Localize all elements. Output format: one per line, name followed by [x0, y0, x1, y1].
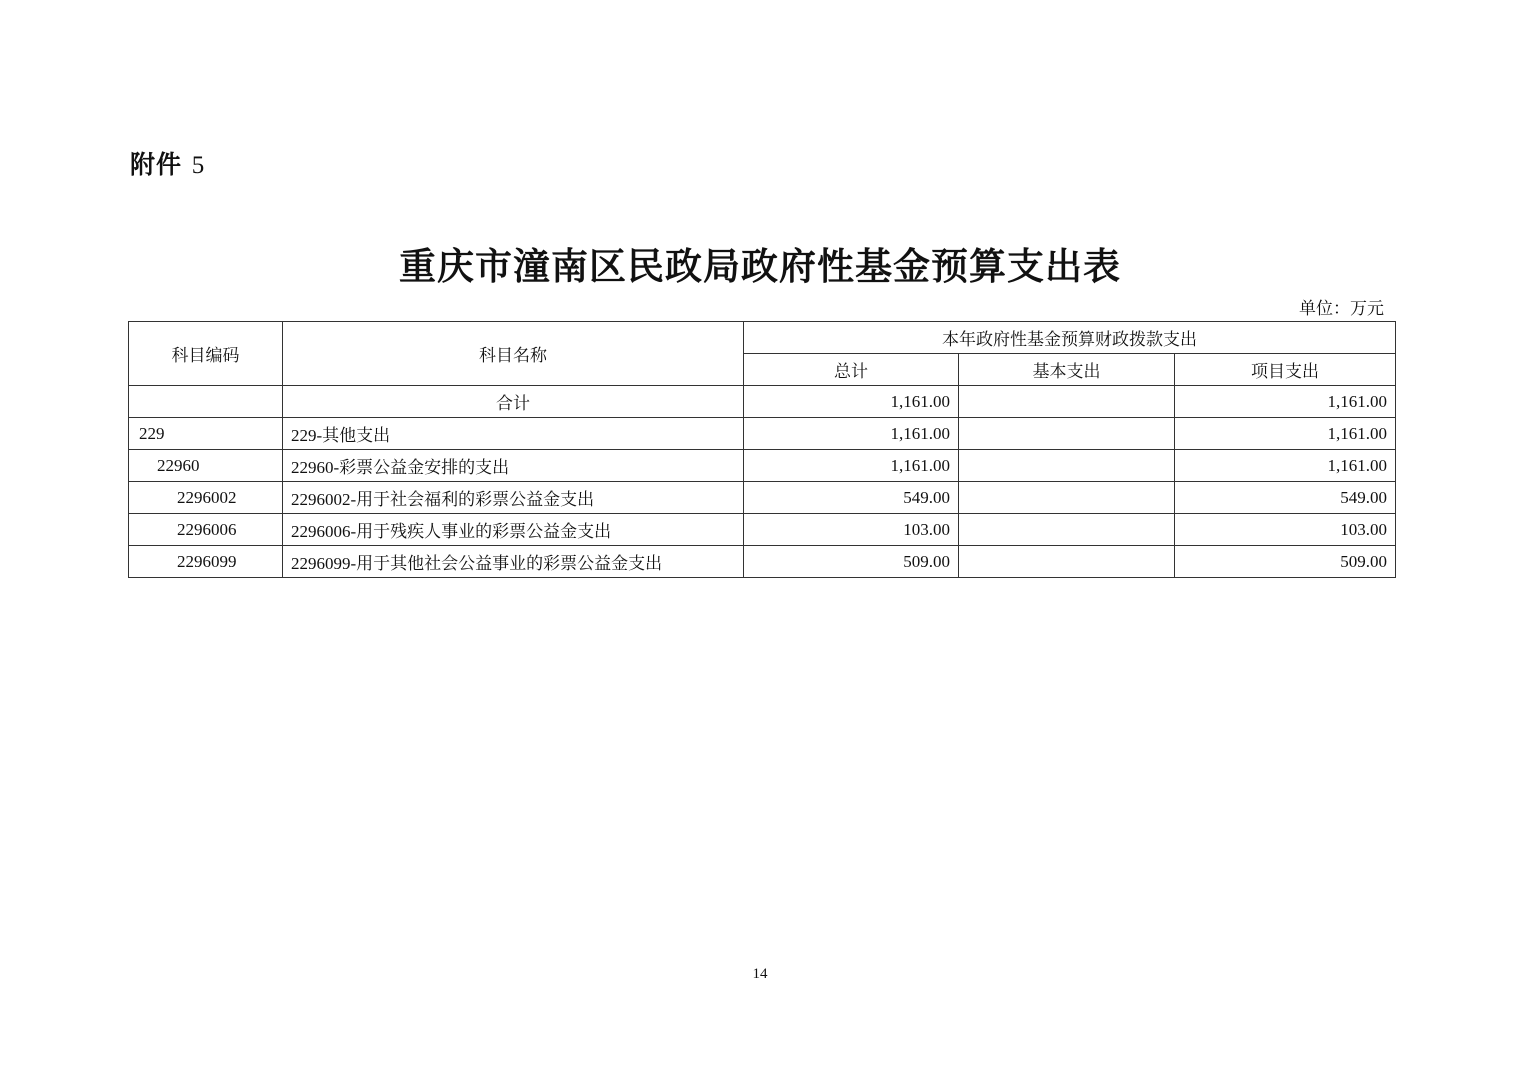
row-total: 549.00 — [744, 482, 959, 514]
table-row — [129, 514, 1396, 546]
row-basic — [959, 514, 1175, 546]
row-basic — [959, 386, 1175, 418]
header-project: 项目支出 — [1175, 354, 1396, 386]
attachment-label-text: 附件 — [130, 150, 183, 179]
header-basic: 基本支出 — [959, 354, 1175, 386]
row-project: 1,161.00 — [1175, 418, 1396, 450]
table-row — [129, 386, 1396, 418]
row-total: 1,161.00 — [744, 418, 959, 450]
row-name: 229-其他支出 — [283, 418, 744, 450]
table-row — [129, 418, 1396, 450]
row-project: 509.00 — [1175, 546, 1396, 578]
row-name: 2296002-用于社会福利的彩票公益金支出 — [283, 482, 744, 514]
row-code: 22960 — [129, 450, 283, 482]
attachment-label — [130, 145, 205, 181]
row-total: 1,161.00 — [744, 450, 959, 482]
table-row — [129, 546, 1396, 578]
row-total: 103.00 — [744, 514, 959, 546]
row-basic — [959, 546, 1175, 578]
row-project: 103.00 — [1175, 514, 1396, 546]
row-project: 549.00 — [1175, 482, 1396, 514]
table-header-row — [129, 322, 1396, 354]
row-code: 2296006 — [129, 514, 283, 546]
attachment-number: 5 — [191, 152, 206, 179]
table-row — [129, 450, 1396, 482]
row-name: 合计 — [283, 386, 744, 418]
row-project: 1,161.00 — [1175, 386, 1396, 418]
budget-table — [128, 321, 1396, 578]
page-number: 14 — [752, 966, 768, 982]
row-basic — [959, 482, 1175, 514]
row-basic — [959, 450, 1175, 482]
row-basic — [959, 418, 1175, 450]
header-code: 科目编码 — [129, 322, 283, 386]
row-name: 2296099-用于其他社会公益事业的彩票公益金支出 — [283, 546, 744, 578]
row-name: 22960-彩票公益金安排的支出 — [283, 450, 744, 482]
header-total: 总计 — [744, 354, 959, 386]
unit-label: 单位：万元 — [1299, 299, 1384, 319]
row-code: 2296002 — [129, 482, 283, 514]
header-name: 科目名称 — [283, 322, 744, 386]
row-code: 229 — [129, 418, 283, 450]
header-group: 本年政府性基金预算财政拨款支出 — [744, 322, 1396, 354]
row-code — [129, 386, 283, 418]
row-project: 1,161.00 — [1175, 450, 1396, 482]
row-name: 2296006-用于残疾人事业的彩票公益金支出 — [283, 514, 744, 546]
table-row — [129, 482, 1396, 514]
row-total: 509.00 — [744, 546, 959, 578]
page-title: 重庆市潼南区民政局政府性基金预算支出表 — [399, 244, 1121, 288]
row-total: 1,161.00 — [744, 386, 959, 418]
row-code: 2296099 — [129, 546, 283, 578]
